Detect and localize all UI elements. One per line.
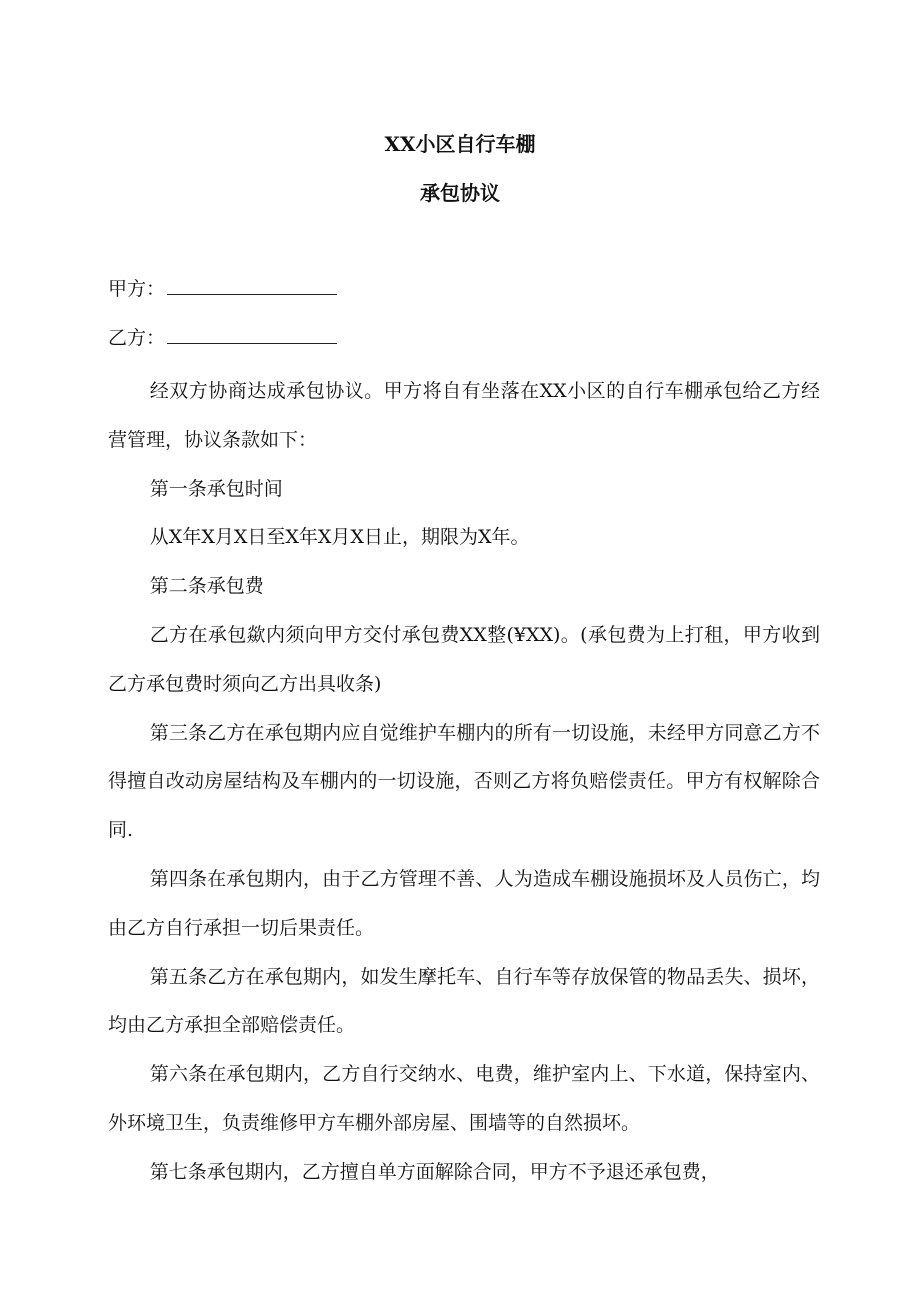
- party-a-label: 甲方：: [108, 278, 166, 300]
- party-a-blank-field: [167, 276, 337, 295]
- article-2-heading: 第二条承包费: [149, 575, 264, 598]
- article-6-paragraph: 第六条在承包期内，乙方自行交纳水、电费，维护室内上、下水道，保持室内、外环境卫生，负责维修甲方车棚外部房屋、围墙等的自然损坏。: [108, 1063, 820, 1134]
- party-b-label: 乙方：: [108, 327, 166, 349]
- article-2-text: 乙方在承包歘内须向甲方交付承包费XX整(¥XX)。(承包费为上打租，甲方收到乙方承包费时须向乙方出具收条): [108, 623, 820, 695]
- article-7-paragraph: 第七条承包期内，乙方擅自单方面解除合同，甲方不予退还承包费，: [149, 1160, 720, 1183]
- article-1-text: 从X年X月X日至X年X月X日止，期限为X年。: [149, 526, 530, 549]
- article-1-heading: 第一条承包时间: [149, 477, 283, 500]
- article-3-paragraph: 第三条乙方在承包期内应自觉维护车棚内的所有一切设施，未经甲方同意乙方不得擅自改动房屋结构及车棚内的一切设施，否则乙方将负赔偿责任。甲方有权解除合同.: [108, 721, 820, 842]
- article-4-paragraph: 第四条在承包期内，由于乙方管理不善、人为造成车棚设施损坏及人员伤亡，均由乙方自行承担一切后果责任。: [108, 867, 820, 939]
- agreement-body: [108, 367, 820, 1197]
- document-title: XX小区自行车棚: [384, 132, 536, 156]
- party-b-blank-field: [167, 325, 337, 344]
- party-a-line: [108, 275, 337, 303]
- document-subtitle: 承包协议: [420, 181, 500, 205]
- article-5-paragraph: 第五条乙方在承包期内，如发生摩托车、自行车等存放保管的物品丢失、损坏，均由乙方承担全部赔偿责任。: [108, 965, 820, 1037]
- intro-paragraph: 经双方协商达成承包协议。甲方将自有坐落在XX小区的自行车棚承包给乙方经营管理，协议条款如下：: [108, 380, 820, 451]
- party-b-line: [108, 324, 337, 352]
